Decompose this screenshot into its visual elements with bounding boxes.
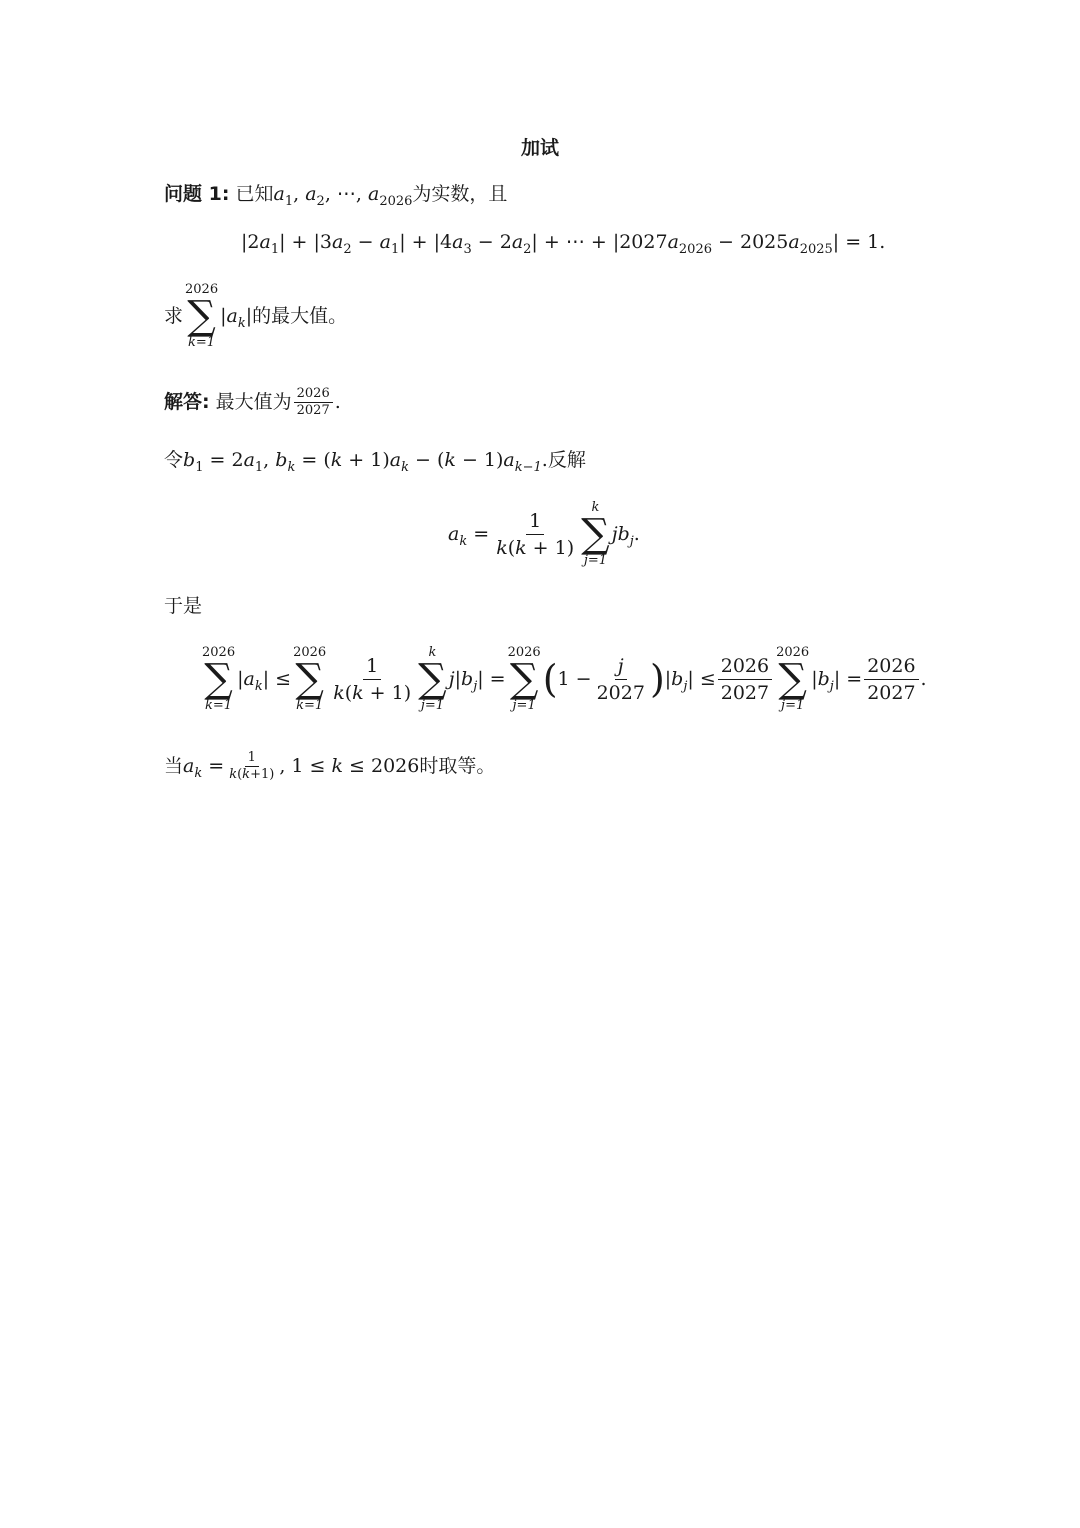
page-title: 加试 <box>520 137 559 159</box>
answer-text: 最大值为 <box>215 391 292 413</box>
answer-fraction: $\frac{2026}{2027}$ <box>294 386 333 419</box>
step2-text: 于是 <box>164 595 203 617</box>
problem-variables: $a_1$, $a_2$, ⋯, $a_{2026}$ <box>273 183 413 209</box>
answer-label: 解答: <box>164 391 210 413</box>
inverse-formula: $a_k$ = $\frac{1}{k(k + 1)}$ k ∑ j=1 $jb_j$. <box>448 500 640 568</box>
main-inequality: 2026 ∑ k=1 $|a_k|$ ≤ 2026 ∑ k=1 $\frac{1}{k(k + 1)}$ k ∑ j=1 $j|b_j|$ = 2026 ∑ j=1 ( 1 − $\frac{j}{2027}$ ) $|b_j|$ ≤ $\frac{2026}{2027}$ 2026 ∑ j=1 $|b_j|$ = $\frac{2026}{2027}$ . <box>202 645 927 713</box>
step1-definition: 令$b_1 = 2a_1$, $b_k = (k + 1)a_k - (k - 1)a_{k-1}$.反解 <box>164 449 586 475</box>
problem-statement <box>164 182 508 209</box>
problem-label: 问题 1: <box>164 183 230 205</box>
problem-condition-equation: $|2a_1| + |3a_2 - a_1| + |4a_3 - 2a_2|$ + ⋯ + $|2027a_{2026} - 2025a_{2025}| = 1$. <box>241 231 886 257</box>
sum-symbol: 2026 ∑ k=1 <box>185 282 219 350</box>
question-text-post: 的最大值。 <box>252 305 348 327</box>
problem-text-pre: 已知 <box>235 183 274 205</box>
equality-condition: 当 $a_k$ = $\frac{1}{k(k+1)}$ , 1 ≤ k ≤ 2026 时取等。 <box>164 749 496 782</box>
problem-text-post: 为实数，且 <box>412 183 508 205</box>
problem-question: 求 2026 ∑ k=1 $|a_k|$ 的最大值。 <box>164 282 348 350</box>
answer-line: 解答: 最大值为 $\frac{2026}{2027}$ . <box>164 385 341 418</box>
question-text-pre: 求 <box>164 305 184 327</box>
